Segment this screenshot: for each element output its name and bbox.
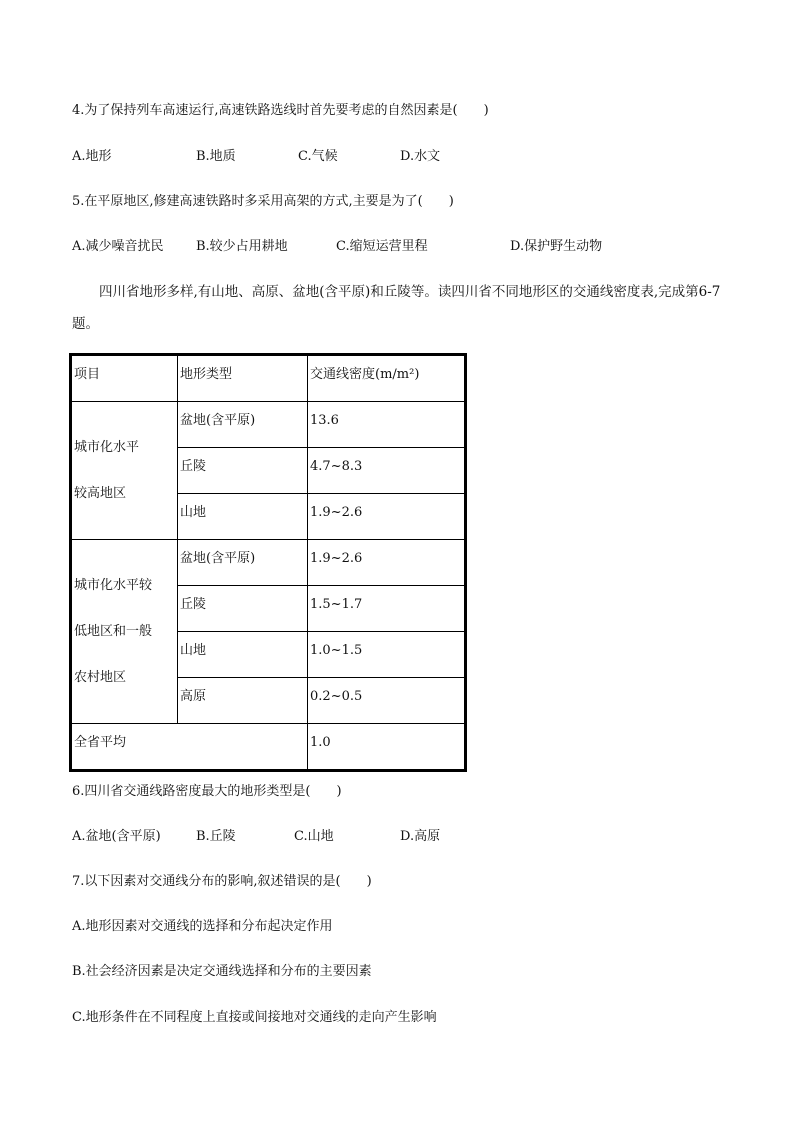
question-6-option-b: B.丘陵 bbox=[196, 829, 236, 844]
question-5-option-c: C.缩短运营里程 bbox=[336, 239, 428, 254]
question-6-option-c: C.山地 bbox=[294, 829, 334, 844]
question-7-option-c: C.地形条件在不同程度上直接或间接地对交通线的走向产生影响 bbox=[72, 1010, 437, 1025]
question-7-stem: 7.以下因素对交通线分布的影响,叙述错误的是( ) bbox=[72, 874, 372, 889]
density-cell: 0.2~0.5 bbox=[308, 678, 466, 724]
question-4-stem: 4.为了保持列车高速运行,高速铁路选线时首先要考虑的自然因素是( ) bbox=[72, 103, 489, 118]
terrain-cell: 盆地(含平原) bbox=[178, 540, 308, 586]
table-header-density: 交通线密度(m/m²) bbox=[308, 355, 466, 402]
question-4-option-a: A.地形 bbox=[72, 149, 112, 164]
question-4-option-b: B.地质 bbox=[196, 149, 236, 164]
density-cell: 1.9~2.6 bbox=[308, 540, 466, 586]
table-row bbox=[71, 540, 466, 586]
region-low-urbanization: 城市化水平较 低地区和一般 农村地区 bbox=[71, 540, 178, 724]
question-5-option-a: A.减少噪音扰民 bbox=[72, 239, 164, 254]
table-header-item: 项目 bbox=[71, 355, 178, 402]
table-row bbox=[71, 402, 466, 448]
table-total-row bbox=[71, 724, 466, 771]
question-6-option-d: D.高原 bbox=[400, 829, 441, 844]
question-6-option-a: A.盆地(含平原) bbox=[72, 829, 161, 844]
density-cell: 1.5~1.7 bbox=[308, 586, 466, 632]
question-5-option-d: D.保护野生动物 bbox=[510, 239, 603, 254]
question-7-option-a: A.地形因素对交通线的选择和分布起决定作用 bbox=[72, 919, 333, 934]
density-cell: 4.7~8.3 bbox=[308, 448, 466, 494]
question-4-option-c: C.气候 bbox=[298, 149, 338, 164]
reading-intro-paragraph: 四川省地形多样,有山地、高原、盆地(含平原)和丘陵等。读四川省不同地形区的交通线密度表,完成第6-7题。 bbox=[72, 284, 721, 332]
density-cell: 1.0~1.5 bbox=[308, 632, 466, 678]
density-cell: 1.9~2.6 bbox=[308, 494, 466, 540]
total-density-cell: 1.0 bbox=[308, 724, 466, 771]
terrain-cell: 山地 bbox=[178, 632, 308, 678]
terrain-cell: 丘陵 bbox=[178, 448, 308, 494]
question-5-option-b: B.较少占用耕地 bbox=[196, 239, 288, 254]
terrain-cell: 山地 bbox=[178, 494, 308, 540]
terrain-cell: 盆地(含平原) bbox=[178, 402, 308, 448]
total-label-cell: 全省平均 bbox=[71, 724, 308, 771]
table-header-terrain: 地形类型 bbox=[178, 355, 308, 402]
traffic-density-table bbox=[69, 353, 467, 772]
region-high-urbanization: 城市化水平 较高地区 bbox=[71, 402, 178, 540]
terrain-cell: 高原 bbox=[178, 678, 308, 724]
question-5-stem: 5.在平原地区,修建高速铁路时多采用高架的方式,主要是为了( ) bbox=[72, 194, 454, 209]
density-cell: 13.6 bbox=[308, 402, 466, 448]
table-header-row bbox=[71, 355, 466, 402]
question-7-option-b: B.社会经济因素是决定交通线选择和分布的主要因素 bbox=[72, 964, 372, 979]
terrain-cell: 丘陵 bbox=[178, 586, 308, 632]
question-6-stem: 6.四川省交通线路密度最大的地形类型是( ) bbox=[72, 784, 342, 799]
question-4-option-d: D.水文 bbox=[400, 149, 441, 164]
